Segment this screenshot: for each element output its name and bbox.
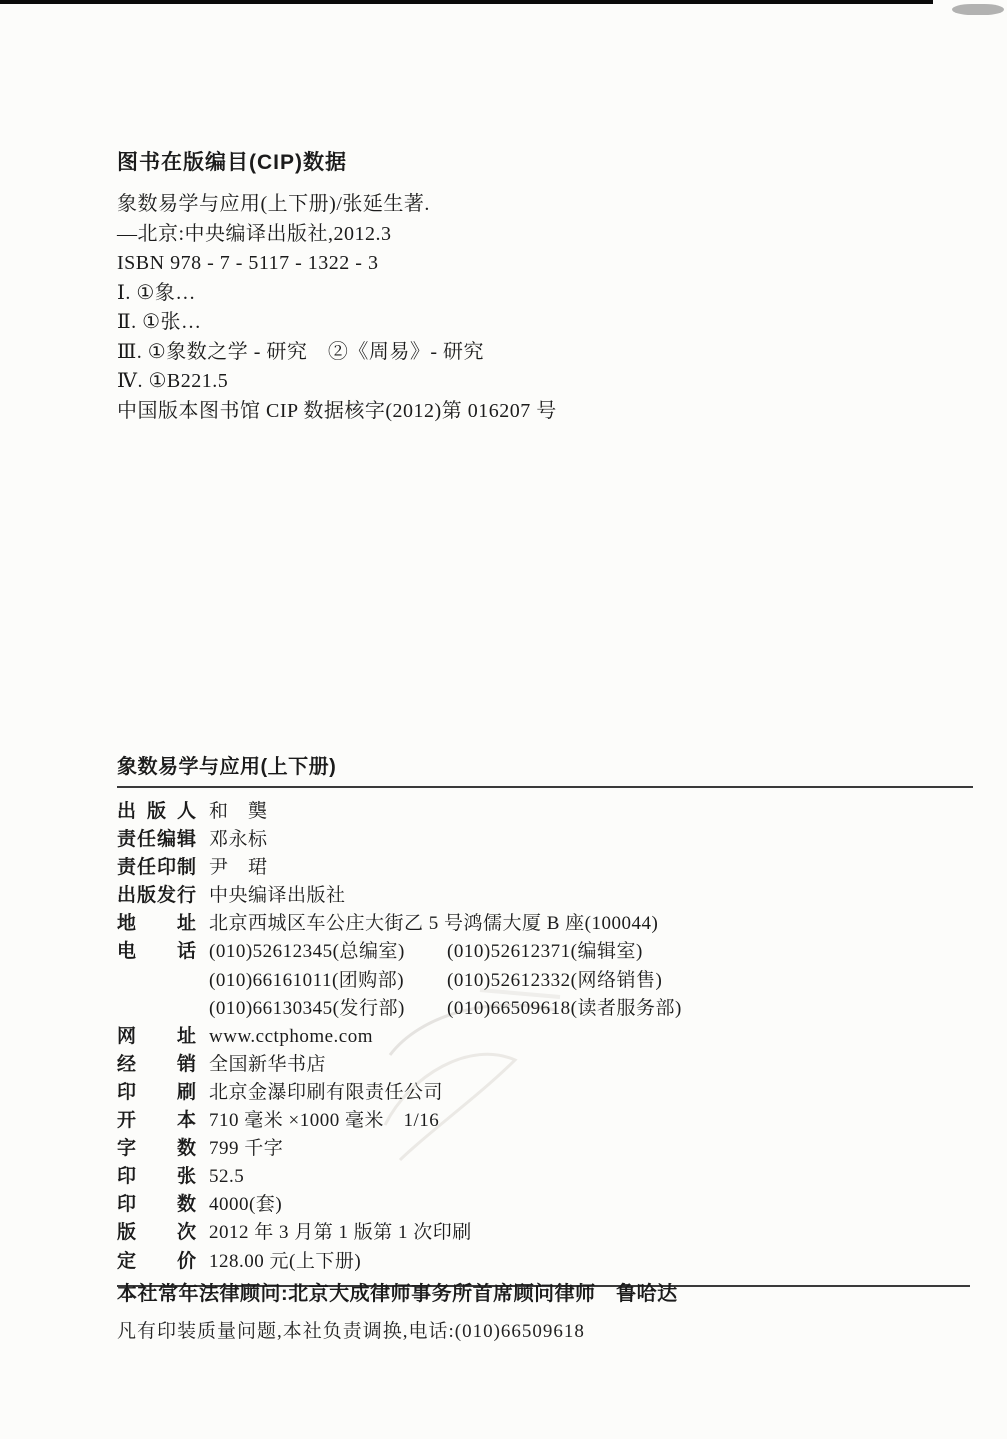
row-price xyxy=(117,1246,977,1274)
row-value: 52.5 xyxy=(209,1166,245,1188)
row-address xyxy=(117,908,977,936)
row-publisher-distributor xyxy=(117,880,977,908)
row-label: 出版发行 xyxy=(117,885,196,907)
row-phone-3 xyxy=(117,993,977,1021)
row-value: 和 龑 xyxy=(209,801,268,822)
row-edition xyxy=(117,1217,977,1245)
book-title: 象数易学与应用(上下册) xyxy=(117,756,337,778)
row-website xyxy=(117,1021,977,1049)
row-value: 尹 珺 xyxy=(209,857,268,879)
row-label: 电话 xyxy=(117,941,196,963)
row-format xyxy=(117,1105,977,1133)
colophon-block xyxy=(117,750,977,1287)
cip-title-author-line: 象数易学与应用(上下册)/张延生著. xyxy=(117,193,430,215)
title-underline xyxy=(117,786,973,788)
row-word-count xyxy=(117,1133,977,1161)
phone-group-purchase: (010)66161011(团购部) xyxy=(209,969,405,991)
phone-chief-editorial-office: (010)52612345(总编室) xyxy=(209,941,405,963)
row-distribution xyxy=(117,1049,977,1077)
row-responsible-editor xyxy=(117,824,977,852)
row-label: 开本 xyxy=(117,1110,196,1132)
row-label: 经销 xyxy=(117,1053,196,1075)
row-printed-sheets xyxy=(117,1161,977,1189)
row-value: 邓永标 xyxy=(209,829,268,851)
cip-isbn-line: ISBN 978 - 7 - 5117 - 1322 - 3 xyxy=(117,252,379,274)
phone-reader-service: (010)66509618(读者服务部) xyxy=(447,997,682,1019)
row-value: 北京金瀑印刷有限责任公司 xyxy=(209,1081,444,1103)
row-label: 责任印制 xyxy=(117,857,196,879)
row-value: 全国新华书店 xyxy=(209,1053,327,1075)
cip-publisher-line: —北京:中央编译出版社,2012.3 xyxy=(117,222,392,245)
cip-record-number-line: 中国版本图书馆 CIP 数据核字(2012)第 016207 号 xyxy=(117,399,557,422)
row-value: 799 千字 xyxy=(209,1138,284,1160)
phone-online-sales: (010)52612332(网络销售) xyxy=(447,969,663,991)
cip-class-3: Ⅲ. ①象数之学 - 研究 ②《周易》- 研究 xyxy=(117,340,485,363)
row-publisher-person xyxy=(117,796,977,824)
row-value: 北京西城区车公庄大街乙 5 号鸿儒大厦 B 座(100044) xyxy=(209,913,659,935)
cip-class-4: Ⅳ. ①B221.5 xyxy=(117,370,229,392)
row-label: 责任编辑 xyxy=(117,829,196,851)
phone-distribution-dept: (010)66130345(发行部) xyxy=(209,997,405,1019)
cip-heading: 图书在版编目(CIP)数据 xyxy=(117,151,347,174)
row-phone-2 xyxy=(117,965,977,993)
row-label: 地址 xyxy=(117,913,196,935)
quality-exchange-line: 凡有印装质量问题,本社负责调换,电话:(010)66509618 xyxy=(117,1321,585,1342)
scan-smudge-artifact xyxy=(952,4,1004,15)
row-label: 印数 xyxy=(117,1194,196,1216)
row-printing-company xyxy=(117,1077,977,1105)
row-value: 中央编译出版社 xyxy=(209,885,346,907)
website-url: www.cctphome.com xyxy=(209,1025,373,1047)
row-label: 版次 xyxy=(117,1222,196,1244)
row-label: 定价 xyxy=(117,1250,196,1272)
row-label: 字数 xyxy=(117,1138,196,1160)
footer-block xyxy=(117,1277,977,1343)
phone-editorial-office: (010)52612371(编辑室) xyxy=(447,941,643,963)
colophon-rows xyxy=(117,796,977,1274)
row-print-run xyxy=(117,1189,977,1217)
row-label: 网址 xyxy=(117,1025,196,1047)
cip-data-block xyxy=(117,146,877,426)
cip-class-1: Ⅰ. ①象… xyxy=(117,281,196,304)
row-value: 128.00 元(上下册) xyxy=(209,1250,362,1272)
cip-class-2: Ⅱ. ①张… xyxy=(117,311,202,333)
row-print-supervisor xyxy=(117,852,977,880)
row-value: 4000(套) xyxy=(209,1194,283,1216)
row-label: 印刷 xyxy=(117,1081,196,1103)
row-label: 出版人 xyxy=(117,801,196,822)
row-value: 2012 年 3 月第 1 版第 1 次印刷 xyxy=(209,1222,472,1244)
row-phone-1 xyxy=(117,936,977,964)
legal-counsel-line: 本社常年法律顾问:北京大成律师事务所首席顾问律师 鲁哈达 xyxy=(117,1283,678,1305)
row-value: 710 毫米 ×1000 毫米 1/16 xyxy=(209,1110,440,1132)
scan-edge-artifact xyxy=(0,0,933,4)
row-label: 印张 xyxy=(117,1166,196,1188)
